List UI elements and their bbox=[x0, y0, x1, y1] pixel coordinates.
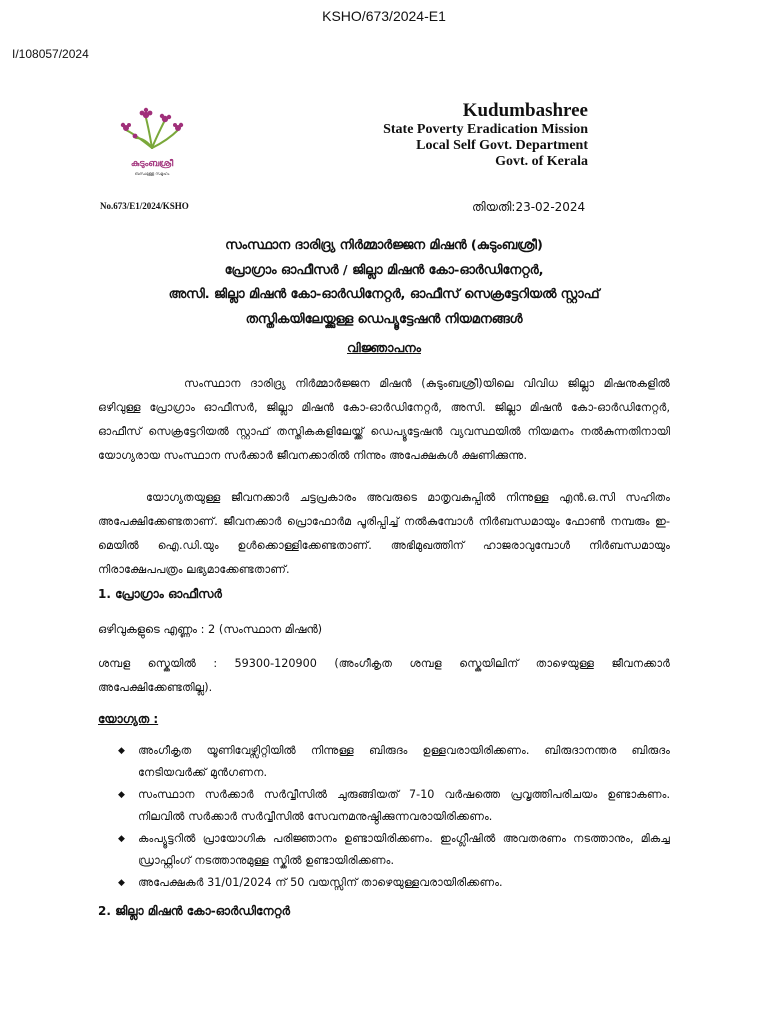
bullet-icon: ◆ bbox=[118, 746, 125, 756]
organization-header bbox=[383, 100, 588, 170]
list-item: ◆ അപേക്ഷകർ 31/01/2024 ന് 50 വയസ്സിന് താഴെയുള്ളവരായിരിക്കണം. bbox=[118, 872, 670, 894]
noc-paragraph-text: യോഗ്യതയുള്ള ജീവനക്കാർ ചട്ടപ്രകാരം അവരുടെ മാതൃവകുപ്പിൽ നിന്നുള്ള എൻ.ഒ.സി സഹിതം അപേക്ഷിക്കേണ്ടതാണ്. ജീവനക്കാർ പ്രൊഫോർമ പൂരിപ്പിച്ച് നൽകുമ്പോൾ നിർബന്ധമായും ഫോൺ നമ്പരും ഇ-മെയിൽ ഐ.ഡി.യും ഉൾക്കൊള്ളിക്കേണ്ടതാണ്. അഭിമുഖത്തിന് ഹാജരാവുമ്പോൾ നിർബന്ധമായും നിരാക്ഷേപപത്രം ലഭ്യമാക്കേണ്ടതാണ്. bbox=[98, 491, 670, 576]
qualification-title: യോഗ്യത : bbox=[98, 712, 159, 726]
section-1-title: 1. പ്രോഗ്രാം ഓഫീസർ bbox=[98, 587, 222, 601]
org-line-2: Local Self Govt. Department bbox=[416, 138, 588, 153]
list-item: ◆ അംഗീകൃത യൂണിവേഴ്സിറ്റിയിൽ നിന്നുള്ള ബിരുദം ഉള്ളവരായിരിക്കണം. ബിരുദാനന്തര ബിരുദം നേടിയവർക്ക് മുൻഗണന. bbox=[118, 740, 670, 784]
noc-paragraph bbox=[98, 486, 670, 582]
document-date: തിയതി:23-02-2024 bbox=[472, 200, 586, 214]
logo-caption: കുടുംബശ്രീ bbox=[130, 159, 174, 169]
list-item: ◆ സംസ്ഥാന സർക്കാർ സർവ്വീസിൽ ചുരുങ്ങിയത് 7-10 വർഷത്തെ പ്രവൃത്തിപരിചയം ഉണ്ടാകണം. നിലവിൽ സർക്കാർ സർവ്വീസിൽ സേവനമനുഷ്ഠിക്കുന്നവരായിരിക്കണം. bbox=[118, 784, 670, 828]
inward-number: I/108057/2024 bbox=[12, 47, 89, 61]
heading-line-4: തസ്തികയിലേയ്ക്കുള്ള ഡെപ്യൂട്ടേഷൻ നിയമനങ്ങൾ bbox=[245, 311, 523, 327]
heading-line-3: അസി. ജില്ലാ മിഷൻ കോ-ഓർഡിനേറ്റർ, ഓഫീസ് സെക്രട്ടേറിയൽ സ്റ്റാഫ് bbox=[168, 287, 600, 303]
kudumbashree-logo bbox=[112, 104, 192, 184]
org-line-1: State Poverty Eradication Mission bbox=[383, 122, 588, 137]
heading-line-1: സംസ്ഥാന ദാരിദ്ര്യ നിർമ്മാർജ്ജന മിഷൻ (കുടുംബശ്രീ) bbox=[225, 238, 543, 253]
file-number: KSHO/673/2024-E1 bbox=[322, 8, 446, 24]
intro-paragraph-text: സംസ്ഥാന ദാരിദ്ര്യ നിർമ്മാർജ്ജന മിഷൻ (കുടുംബശ്രീ)യിലെ വിവിധ ജില്ലാ മിഷനുകളിൽ ഒഴിവുള്ള പ്രോഗ്രാം ഓഫീസർ, ജില്ലാ മിഷൻ കോ-ഓർഡിനേറ്റർ, അസി. ജില്ലാ മിഷൻ കോ-ഓർഡിനേറ്റർ, ഓഫീസ് സെക്രട്ടേറിയൽ സ്റ്റാഫ് തസ്തികകളിലേയ്ക്ക് ഡെപ്യൂട്ടേഷൻ വ്യവസ്ഥയിൽ നിയമനം നൽകുന്നതിനായി യോഗ്യരായ സംസ്ഥാന സർക്കാർ ജീവനക്കാരിൽ നിന്നും അപേക്ഷകൾ ക്ഷണിക്കുന്നു. bbox=[98, 377, 671, 462]
list-item: ◆ കംപ്യൂട്ടറിൽ പ്രായോഗിക പരിജ്ഞാനം ഉണ്ടായിരിക്കണം. ഇംഗ്ലീഷിൽ അവതരണം നടത്താനും, മികച്ച ഡ്രാഫ്റ്റിംഗ് നടത്താനുമുള്ള സ്കിൽ ഉണ്ടായിരിക്കണം. bbox=[118, 828, 670, 872]
pay-scale-text: ശമ്പള സ്കെയിൽ : 59300-120900 (അംഗീകൃത ശമ്പള സ്കെയിലിന് താഴെയുള്ള ജീവനക്കാർ അപേക്ഷിക്കേണ്ടതില്ല). bbox=[98, 657, 670, 694]
qualification-list bbox=[118, 740, 670, 894]
reference-number: No.673/E1/2024/KSHO bbox=[100, 201, 189, 211]
heading-line-2: പ്രോഗ്രാം ഓഫീസർ / ജില്ലാ മിഷൻ കോ-ഓർഡിനേറ്റർ, bbox=[224, 262, 544, 278]
bullet-icon: ◆ bbox=[118, 878, 125, 888]
bullet-icon: ◆ bbox=[118, 790, 125, 800]
bullet-icon: ◆ bbox=[118, 834, 125, 844]
notice-title-wrap bbox=[0, 340, 768, 356]
org-line-3: Govt. of Kerala bbox=[495, 154, 588, 169]
org-name: Kudumbashree bbox=[462, 100, 588, 121]
logo-subcaption: ബന്ധമുള്ള സമൂഹം bbox=[134, 171, 170, 176]
document-heading bbox=[40, 234, 728, 332]
section-2-title: 2. ജില്ലാ മിഷൻ കോ-ഓർഡിനേറ്റർ bbox=[98, 904, 290, 918]
notice-title: വിജ്ഞാപനം bbox=[347, 340, 421, 355]
vacancies-text: ഒഴിവുകളുടെ എണ്ണം : 2 (സംസ്ഥാന മിഷൻ) bbox=[98, 622, 323, 636]
flower-logo-icon bbox=[112, 104, 192, 184]
intro-paragraph bbox=[98, 372, 670, 468]
